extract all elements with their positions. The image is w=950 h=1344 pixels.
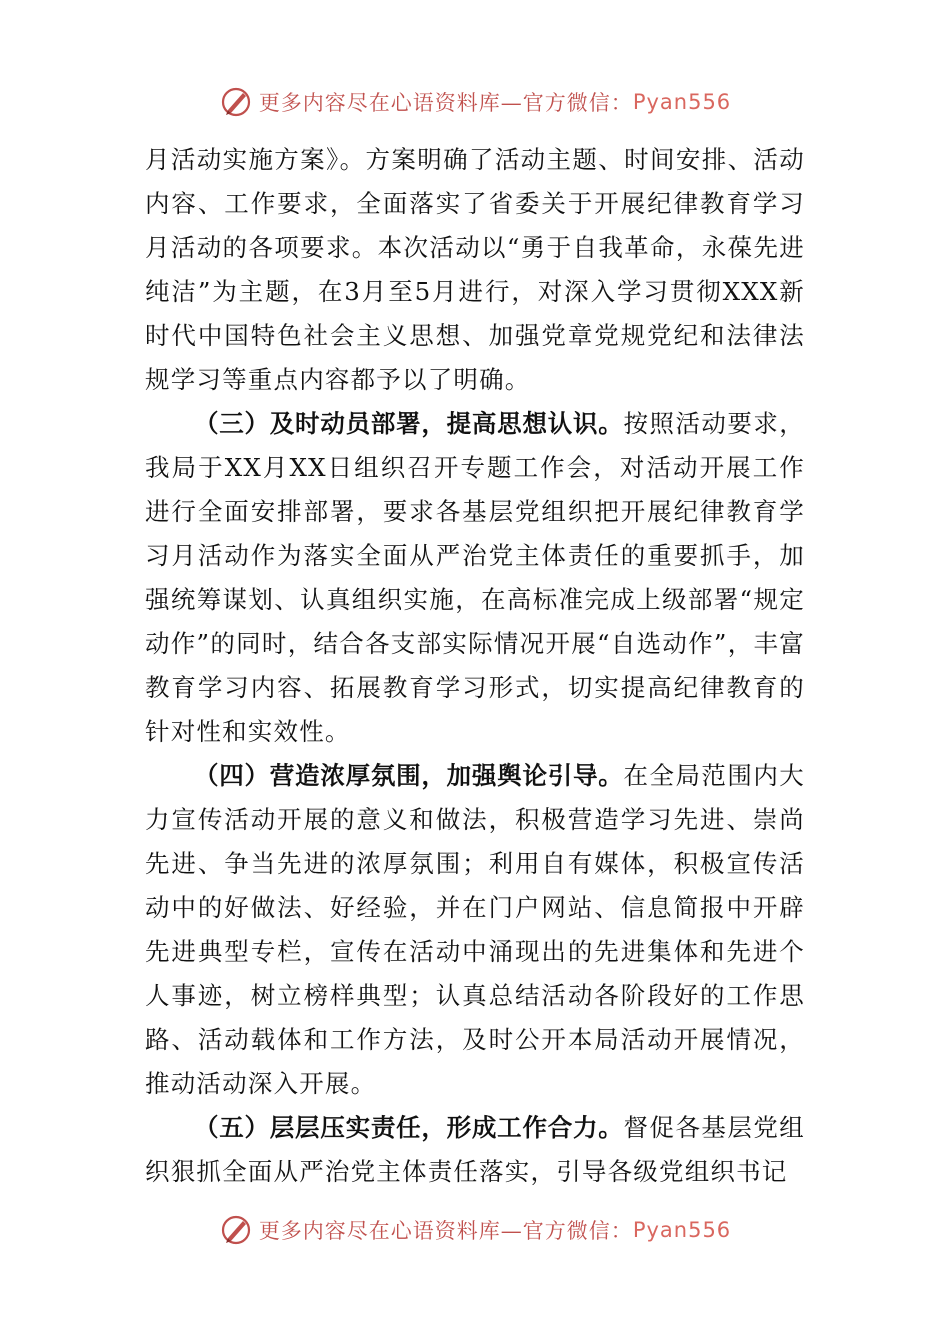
paragraph-2 <box>145 402 805 754</box>
paragraph-4 <box>145 1106 805 1194</box>
section-5-heading: （五）层层压实责任，形成工作合力。 <box>194 1113 624 1142</box>
section-3-heading: （三）及时动员部署，提高思想认识。 <box>194 409 624 438</box>
document-body <box>145 138 805 1194</box>
paragraph-1-text: 月活动实施方案》。方案明确了活动主题、时间安排、活动内容、工作要求，全面落实了省委关于开展纪律教育学习月活动的各项要求。本次活动以“勇于自我革命，永葆先进纯洁”为主题，在3月至5月进行，对深入学习贯彻XXX新时代中国特色社会主义思想、加强党章党规党纪和法律法规学习等重点内容都予以了明确。 <box>145 145 805 394</box>
pen-logo-icon <box>219 1213 253 1247</box>
section-4-heading: （四）营造浓厚氛围，加强舆论引导。 <box>194 761 624 790</box>
paragraph-4-text: 督促各基层党组织狠抓全面从严治党主体责任落实，引导各级党组织书记 <box>145 1113 806 1186</box>
paragraph-2-text: 按照活动要求，我局于XX月XX日组织召开专题工作会，对活动开展工作进行全面安排部署，要求各基层党组织把开展纪律教育学习月活动作为落实全面从严治党主体责任的重要抓手，加强统筹谋划、认真组织实施，在高标准完成上级部署“规定动作”的同时，结合各支部实际情况开展“自选动作”，丰富教育学习内容、拓展教育学习形式，切实提高纪律教育的针对性和实效性。 <box>145 409 806 746</box>
paragraph-1 <box>145 138 805 402</box>
pen-logo-icon <box>219 85 253 119</box>
watermark-header <box>0 82 950 122</box>
watermark-text: 更多内容尽在心语资料库—官方微信： <box>258 91 633 115</box>
watermark-text: 更多内容尽在心语资料库—官方微信： <box>258 1219 633 1243</box>
paragraph-3 <box>145 754 805 1106</box>
watermark-wechat-id: Pyan556 <box>632 1218 732 1242</box>
paragraph-3-text: 在全局范围内大力宣传活动开展的意义和做法，积极营造学习先进、崇尚先进、争当先进的浓厚氛围；利用自有媒体，积极宣传活动中的好做法、好经验，并在门户网站、信息简报中开辟先进典型专栏，宣传在活动中涌现出的先进集体和先进个人事迹，树立榜样典型；认真总结活动各阶段好的工作思路、活动载体和工作方法，及时公开本局活动开展情况，推动活动深入开展。 <box>145 761 806 1098</box>
watermark-wechat-id: Pyan556 <box>632 90 732 114</box>
watermark-footer <box>0 1210 950 1250</box>
